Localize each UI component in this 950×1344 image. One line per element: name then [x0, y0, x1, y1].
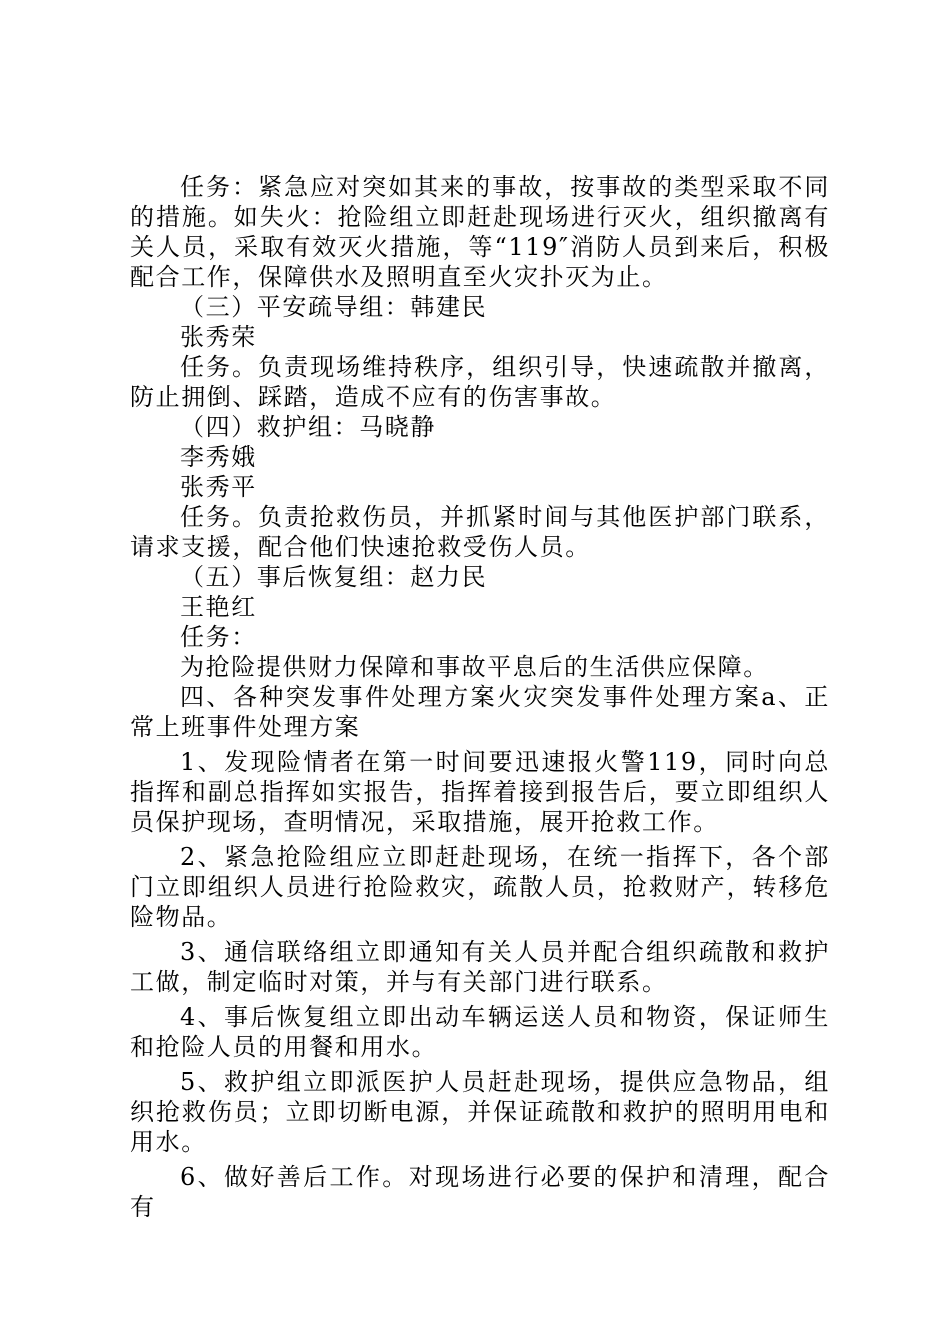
paragraph-recovery-group: （五）事后恢复组：赵力民	[180, 563, 488, 591]
paragraph-member-name: 张秀荣	[180, 323, 257, 351]
section-heading-four: 四、各种突发事件处理方案火灾突发事件处理方案a、正常上班事件处理方案	[130, 683, 830, 741]
paragraph-recovery-task: 为抢险提供财力保障和事故平息后的生活供应保障。	[180, 653, 769, 681]
paragraph-task-label: 任务：	[180, 623, 257, 651]
paragraph-safety-guide-group: （三）平安疏导组：韩建民	[180, 293, 488, 321]
paragraph-rescue-task: 任务。负责抢救伤员，并抓紧时间与其他医护部门联系，请求支援，配合他们快速抢救受伤人员。	[130, 503, 830, 561]
paragraph-guide-task: 任务。负责现场维持秩序，组织引导，快速疏散并撤离，防止拥倒、踩踏，造成不应有的伤害事故。	[130, 353, 830, 411]
paragraph-rescue-group: （四）救护组：马晓静	[180, 413, 436, 441]
paragraph-member-name: 王艳红	[180, 593, 257, 621]
list-item-1: 1、发现险情者在第一时间要迅速报火警119，同时向总指挥和副总指挥如实报告，指挥着接到报告后，要立即组织人员保护现场，查明情况，采取措施，展开抢救工作。	[130, 748, 830, 836]
list-item-3: 3、通信联络组立即通知有关人员并配合组织疏散和救护工做，制定临时对策，并与有关部门进行联系。	[130, 938, 830, 996]
paragraph-fire-task: 任务：紧急应对突如其来的事故，按事故的类型采取不同的措施。如失火：抢险组立即赶赴现场进行灭火，组织撤离有关人员，采取有效灭火措施，等“119″消防人员到来后，积极配合工作，保障供水及照明直至火灾扑灭为止。	[130, 173, 830, 291]
list-item-6: 6、做好善后工作。对现场进行必要的保护和清理，配合有	[130, 1163, 830, 1221]
document-body	[130, 172, 830, 1222]
paragraph-member-name: 李秀娥	[180, 443, 257, 471]
list-item-2: 2、紧急抢险组应立即赶赴现场，在统一指挥下，各个部门立即组织人员进行抢险救灾，疏散人员，抢救财产，转移危险物品。	[130, 843, 830, 931]
paragraph-member-name: 张秀平	[180, 473, 257, 501]
list-item-5: 5、救护组立即派医护人员赶赴现场，提供应急物品，组织抢救伤员；立即切断电源，并保证疏散和救护的照明用电和用水。	[130, 1068, 830, 1156]
list-item-4: 4、事后恢复组立即出动车辆运送人员和物资，保证师生和抢险人员的用餐和用水。	[130, 1003, 830, 1061]
